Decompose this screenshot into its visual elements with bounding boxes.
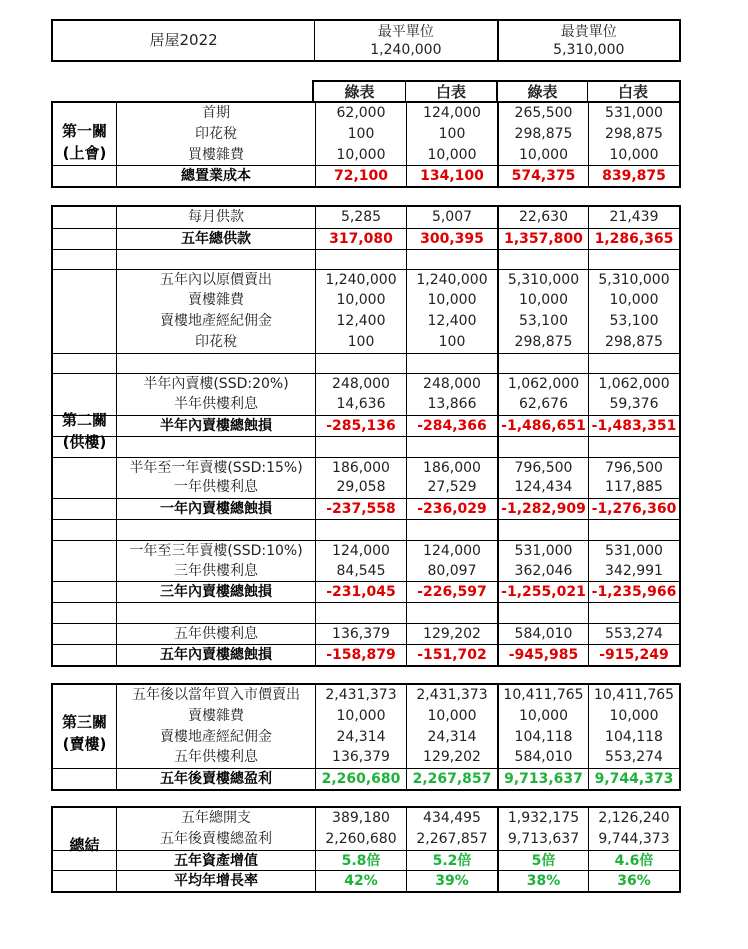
value-cell: 10,000 xyxy=(406,145,497,166)
value-cell: 9,744,373 xyxy=(588,829,679,850)
table-row xyxy=(53,850,679,871)
value-cell: 2,267,857 xyxy=(406,829,497,850)
value-cell xyxy=(406,354,497,374)
value-cell: 584,010 xyxy=(497,624,588,644)
value-cell: 12,400 xyxy=(315,311,406,332)
value-cell xyxy=(588,520,679,540)
table-row xyxy=(53,623,679,644)
row-label: 五年資產增值 xyxy=(116,851,315,871)
row-label: 半年內賣樓總蝕損 xyxy=(116,416,315,436)
value-cell: 298,875 xyxy=(588,332,679,353)
row-label: 三年供樓利息 xyxy=(116,561,315,582)
row-label: 三年內賣樓總蝕損 xyxy=(116,582,315,602)
value-cell: 389,180 xyxy=(315,808,406,829)
value-cell: 796,500 xyxy=(588,458,679,478)
value-cell: 84,545 xyxy=(315,561,406,582)
value-cell: 36% xyxy=(588,871,679,891)
value-cell: 2,267,857 xyxy=(406,769,497,789)
row-label: 印花稅 xyxy=(116,124,315,145)
value-cell: 24,314 xyxy=(406,727,497,748)
value-cell: 298,875 xyxy=(588,124,679,145)
value-cell: 10,000 xyxy=(406,706,497,727)
value-cell: 10,000 xyxy=(588,145,679,166)
value-cell: 5,310,000 xyxy=(497,270,588,290)
section-label-cell xyxy=(53,250,116,270)
row-label: 賣樓雜費 xyxy=(116,290,315,311)
value-cell xyxy=(497,520,588,540)
section-label-cell xyxy=(53,166,116,186)
value-cell: 9,713,637 xyxy=(497,829,588,850)
table-row xyxy=(53,747,679,768)
value-cell: 1,357,800 xyxy=(497,229,588,249)
value-cell: 531,000 xyxy=(497,541,588,561)
value-cell: 104,118 xyxy=(497,727,588,748)
value-cell: -1,282,909 xyxy=(497,499,588,519)
value-cell: 100 xyxy=(406,124,497,145)
row-label: 五年總開支 xyxy=(116,808,315,829)
value-cell: 1,240,000 xyxy=(406,270,497,290)
table-row xyxy=(53,249,679,270)
row-label xyxy=(116,354,315,374)
value-cell: 9,713,637 xyxy=(497,769,588,789)
value-cell: -285,136 xyxy=(315,416,406,436)
value-cell: 839,875 xyxy=(588,166,679,186)
value-cell xyxy=(588,354,679,374)
value-cell xyxy=(497,603,588,623)
value-cell: 434,495 xyxy=(406,808,497,829)
table-row xyxy=(53,498,679,519)
value-cell: 10,000 xyxy=(497,706,588,727)
table-row xyxy=(53,644,679,665)
table-row xyxy=(53,477,679,498)
value-cell xyxy=(497,250,588,270)
section-label-cell xyxy=(53,769,116,789)
row-label xyxy=(116,603,315,623)
table-row xyxy=(53,829,679,850)
row-label: 半年內賣樓(SSD:20%) xyxy=(116,374,315,394)
value-cell: 14,636 xyxy=(315,394,406,415)
cheapest-unit-header xyxy=(314,21,496,60)
value-cell: 42% xyxy=(315,871,406,891)
section-label-cell xyxy=(53,561,116,582)
value-cell: 1,286,365 xyxy=(588,229,679,249)
value-cell: -1,486,651 xyxy=(497,416,588,436)
section-label-cell xyxy=(53,808,116,829)
col-white-form-cheap: 白表 xyxy=(405,82,496,102)
table-row xyxy=(53,519,679,540)
section-label-cell xyxy=(53,624,116,644)
row-label: 五年內賣樓總蝕損 xyxy=(116,645,315,665)
value-cell: 265,500 xyxy=(497,103,588,124)
table-row xyxy=(53,207,679,228)
value-cell: 584,010 xyxy=(497,747,588,768)
table-row xyxy=(53,290,679,311)
table-row xyxy=(53,436,679,457)
stage2-table xyxy=(51,205,681,667)
value-cell: 62,000 xyxy=(315,103,406,124)
stage-label: 第一關 (上會) xyxy=(61,122,107,162)
value-cell xyxy=(588,603,679,623)
table-row xyxy=(53,124,679,145)
table-row xyxy=(53,269,679,290)
value-cell xyxy=(406,437,497,457)
row-label: 半年至一年賣樓(SSD:15%) xyxy=(116,458,315,478)
section-label-cell xyxy=(53,229,116,249)
table-row xyxy=(53,561,679,582)
value-cell: 21,439 xyxy=(588,207,679,228)
col-green-form-cheap: 綠表 xyxy=(344,83,375,101)
value-cell: 72,100 xyxy=(315,166,406,186)
value-cell: 553,274 xyxy=(588,624,679,644)
value-cell: 574,375 xyxy=(497,166,588,186)
section-label-cell xyxy=(53,332,116,353)
row-label xyxy=(116,520,315,540)
row-label: 半年供樓利息 xyxy=(116,394,315,415)
table-row xyxy=(53,457,679,478)
value-cell: 80,097 xyxy=(406,561,497,582)
table-row xyxy=(53,145,679,166)
row-label: 賣樓雜費 xyxy=(116,706,315,727)
value-cell xyxy=(315,437,406,457)
table-row xyxy=(53,706,679,727)
value-cell: 298,875 xyxy=(497,332,588,353)
col-green-form-priciest: 綠表 xyxy=(496,82,587,102)
row-label: 五年總供款 xyxy=(116,229,315,249)
row-label xyxy=(116,250,315,270)
row-label: 總置業成本 xyxy=(116,166,315,186)
value-cell: 124,434 xyxy=(497,477,588,498)
value-cell: -151,702 xyxy=(406,645,497,665)
value-cell: 2,260,680 xyxy=(315,769,406,789)
section-label-cell xyxy=(53,354,116,374)
stage1-table xyxy=(51,101,681,188)
value-cell: 1,932,175 xyxy=(497,808,588,829)
section-label-cell xyxy=(53,311,116,332)
value-cell: -158,879 xyxy=(315,645,406,665)
value-cell: 59,376 xyxy=(588,394,679,415)
table-row xyxy=(53,394,679,415)
value-cell: -284,366 xyxy=(406,416,497,436)
value-cell: 10,000 xyxy=(315,145,406,166)
value-cell: 134,100 xyxy=(406,166,497,186)
table-row xyxy=(53,727,679,748)
row-label: 首期 xyxy=(116,103,315,124)
row-label: 五年後以當年買入市價賣出 xyxy=(116,685,315,706)
value-cell: 4.6倍 xyxy=(588,851,679,871)
stage-label: 第三關 (賣樓) xyxy=(61,713,107,753)
value-cell xyxy=(588,250,679,270)
row-label: 賣樓地產經紀佣金 xyxy=(116,311,315,332)
row-label: 買樓雜費 xyxy=(116,145,315,166)
value-cell: 531,000 xyxy=(588,103,679,124)
value-cell: 124,000 xyxy=(315,541,406,561)
value-cell: 5.2倍 xyxy=(406,851,497,871)
value-cell: -226,597 xyxy=(406,582,497,602)
value-cell: 136,379 xyxy=(315,624,406,644)
table-row xyxy=(53,808,679,829)
value-cell: 1,062,000 xyxy=(497,374,588,394)
value-cell: 796,500 xyxy=(497,458,588,478)
value-cell: 12,400 xyxy=(406,311,497,332)
value-cell: 27,529 xyxy=(406,477,497,498)
value-cell xyxy=(497,437,588,457)
value-cell: 300,395 xyxy=(406,229,497,249)
value-cell: 117,885 xyxy=(588,477,679,498)
cheapest-unit-label: 最平單位 xyxy=(377,24,434,40)
column-headers xyxy=(312,80,681,102)
section-label-cell xyxy=(53,520,116,540)
section-label-cell xyxy=(53,477,116,498)
value-cell: 100 xyxy=(315,124,406,145)
stage-label: 總結 xyxy=(69,836,100,854)
row-label: 印花稅 xyxy=(116,332,315,353)
table-row xyxy=(53,602,679,623)
value-cell: 9,744,373 xyxy=(588,769,679,789)
value-cell xyxy=(315,250,406,270)
value-cell: 248,000 xyxy=(315,374,406,394)
value-cell: -1,235,966 xyxy=(588,582,679,602)
value-cell: -236,029 xyxy=(406,499,497,519)
value-cell xyxy=(497,354,588,374)
value-cell: 186,000 xyxy=(406,458,497,478)
value-cell: 2,260,680 xyxy=(315,829,406,850)
value-cell: 38% xyxy=(497,871,588,891)
page-title: 居屋2022 xyxy=(149,31,218,49)
value-cell: 22,630 xyxy=(497,207,588,228)
value-cell: 10,000 xyxy=(497,145,588,166)
value-cell xyxy=(406,520,497,540)
row-label: 五年內以原價賣出 xyxy=(116,270,315,290)
table-row xyxy=(53,332,679,353)
priciest-unit-header xyxy=(497,21,679,60)
value-cell: 39% xyxy=(406,871,497,891)
section-label-cell xyxy=(53,458,116,478)
section-label-cell xyxy=(53,270,116,290)
value-cell: 10,000 xyxy=(406,290,497,311)
value-cell: -915,249 xyxy=(588,645,679,665)
value-cell: -1,255,021 xyxy=(497,582,588,602)
value-cell: 5,310,000 xyxy=(588,270,679,290)
value-cell: 10,000 xyxy=(315,706,406,727)
table-row xyxy=(53,228,679,249)
value-cell: 10,411,765 xyxy=(497,685,588,706)
section-label-cell xyxy=(53,499,116,519)
section-label-cell xyxy=(53,207,116,228)
value-cell: 104,118 xyxy=(588,727,679,748)
value-cell: 5,285 xyxy=(315,207,406,228)
value-cell: -945,985 xyxy=(497,645,588,665)
section-label-cell xyxy=(53,685,116,706)
value-cell: 10,000 xyxy=(588,706,679,727)
value-cell xyxy=(315,520,406,540)
table-row xyxy=(53,165,679,186)
value-cell: -237,558 xyxy=(315,499,406,519)
section-label-cell xyxy=(53,645,116,665)
summary-table xyxy=(51,806,681,893)
value-cell xyxy=(406,250,497,270)
table-row xyxy=(53,685,679,706)
row-label xyxy=(116,437,315,457)
section-label-cell xyxy=(53,290,116,311)
value-cell: 10,000 xyxy=(588,290,679,311)
section-label-cell xyxy=(53,603,116,623)
value-cell: -1,276,360 xyxy=(588,499,679,519)
value-cell: 362,046 xyxy=(497,561,588,582)
row-label: 平均年增長率 xyxy=(116,871,315,891)
value-cell: 2,431,373 xyxy=(315,685,406,706)
row-label: 五年後賣樓總盈利 xyxy=(116,829,315,850)
value-cell: 317,080 xyxy=(315,229,406,249)
value-cell: 5倍 xyxy=(497,851,588,871)
value-cell: 10,000 xyxy=(315,290,406,311)
value-cell xyxy=(406,603,497,623)
value-cell: 553,274 xyxy=(588,747,679,768)
priciest-unit-price: 5,310,000 xyxy=(553,42,625,58)
value-cell: 531,000 xyxy=(588,541,679,561)
section-label-cell xyxy=(53,582,116,602)
table-row xyxy=(53,415,679,436)
value-cell: 100 xyxy=(315,332,406,353)
value-cell: 129,202 xyxy=(406,624,497,644)
value-cell: 248,000 xyxy=(406,374,497,394)
title-header xyxy=(51,19,681,62)
value-cell: 62,676 xyxy=(497,394,588,415)
value-cell: 2,126,240 xyxy=(588,808,679,829)
table-row xyxy=(53,870,679,891)
value-cell: 1,062,000 xyxy=(588,374,679,394)
cheapest-unit-price: 1,240,000 xyxy=(370,42,442,58)
col-white-form-priciest: 白表 xyxy=(587,82,678,102)
value-cell: 124,000 xyxy=(406,103,497,124)
value-cell: 100 xyxy=(406,332,497,353)
value-cell: 1,240,000 xyxy=(315,270,406,290)
row-label: 一年內賣樓總蝕損 xyxy=(116,499,315,519)
value-cell: 5,007 xyxy=(406,207,497,228)
value-cell: 342,991 xyxy=(588,561,679,582)
section-label-cell xyxy=(53,541,116,561)
value-cell: 24,314 xyxy=(315,727,406,748)
row-label: 五年供樓利息 xyxy=(116,747,315,768)
value-cell: 2,431,373 xyxy=(406,685,497,706)
stage3-table xyxy=(51,683,681,791)
value-cell: -231,045 xyxy=(315,582,406,602)
section-label-cell xyxy=(53,374,116,394)
table-row xyxy=(53,581,679,602)
row-label: 五年供樓利息 xyxy=(116,624,315,644)
value-cell: 129,202 xyxy=(406,747,497,768)
value-cell: 186,000 xyxy=(315,458,406,478)
value-cell xyxy=(315,603,406,623)
value-cell: 124,000 xyxy=(406,541,497,561)
value-cell: 10,411,765 xyxy=(588,685,679,706)
value-cell: 298,875 xyxy=(497,124,588,145)
table-row xyxy=(53,540,679,561)
value-cell: 136,379 xyxy=(315,747,406,768)
value-cell: 10,000 xyxy=(497,290,588,311)
table-row xyxy=(53,353,679,374)
value-cell: 5.8倍 xyxy=(315,851,406,871)
table-row xyxy=(53,311,679,332)
table-row xyxy=(53,103,679,124)
row-label: 五年後賣樓總盈利 xyxy=(116,769,315,789)
table-row xyxy=(53,768,679,789)
value-cell: 13,866 xyxy=(406,394,497,415)
stage-label: 第二關 (供樓) xyxy=(61,411,107,451)
value-cell: 53,100 xyxy=(497,311,588,332)
value-cell: 29,058 xyxy=(315,477,406,498)
section-label-cell xyxy=(53,871,116,891)
row-label: 一年至三年賣樓(SSD:10%) xyxy=(116,541,315,561)
value-cell xyxy=(588,437,679,457)
value-cell xyxy=(315,354,406,374)
table-row xyxy=(53,373,679,394)
value-cell: 53,100 xyxy=(588,311,679,332)
value-cell: -1,483,351 xyxy=(588,416,679,436)
row-label: 賣樓地產經紀佣金 xyxy=(116,727,315,748)
row-label: 一年供樓利息 xyxy=(116,477,315,498)
row-label: 每月供款 xyxy=(116,207,315,228)
priciest-unit-label: 最貴單位 xyxy=(560,24,617,40)
